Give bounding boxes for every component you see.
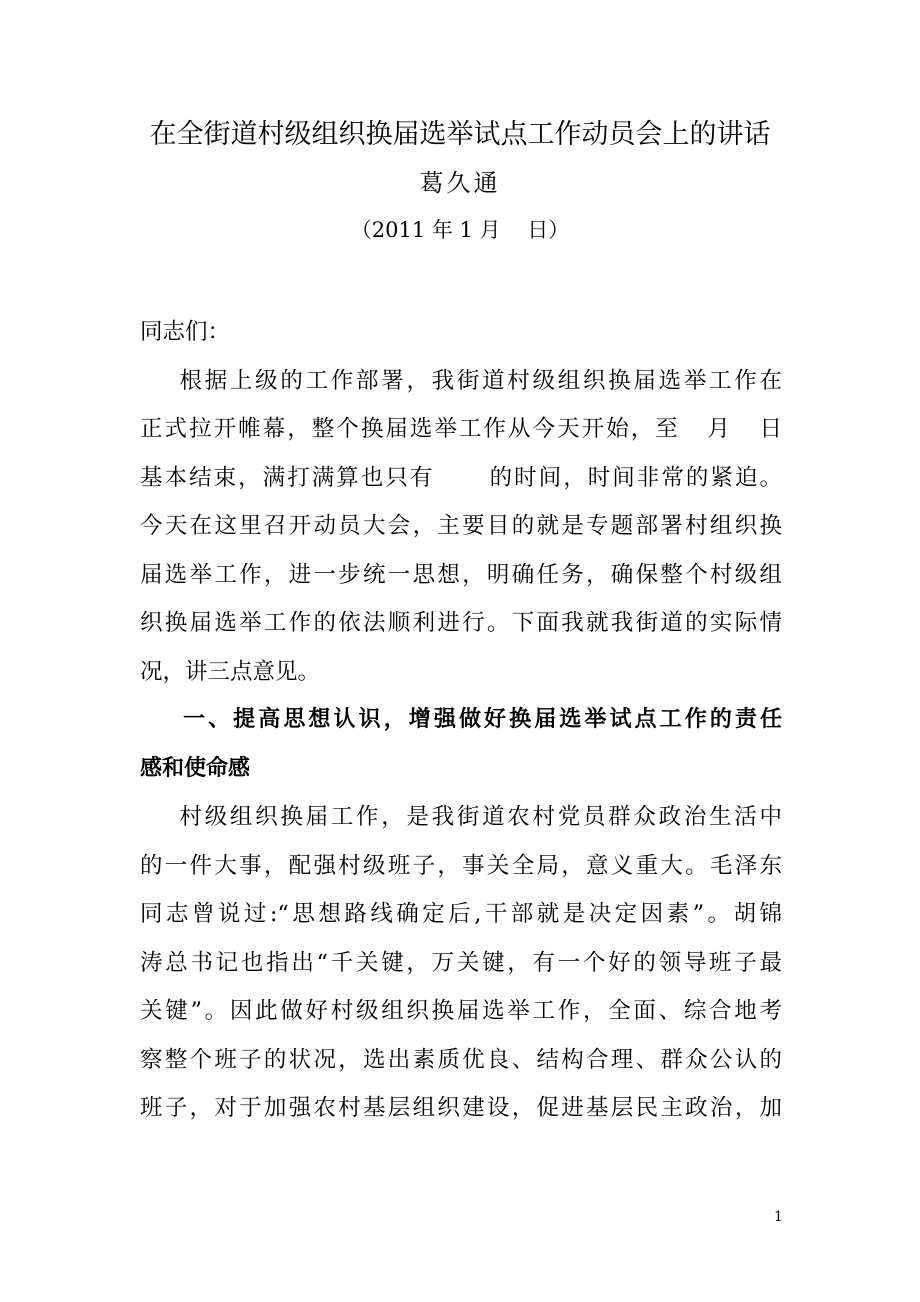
paragraph-line: 正式拉开帷幕，整个换届选举工作从今天开始，至 月 日 [140, 416, 782, 442]
paragraph-line: 关键”。因此做好村级组织换届选举工作，全面、综合地考 [140, 998, 782, 1024]
paragraph-line: 察整个班子的状况，选出素质优良、结构合理、群众公认的 [140, 1046, 782, 1073]
speech-date: （2011 年 1 月 日） [350, 218, 570, 242]
paragraph-line: 根据上级的工作部署，我街道村级组织换届选举工作在 [140, 367, 782, 394]
paragraph-line: 今天在这里召开动员大会，主要目的就是专题部署村组织换 [140, 513, 782, 539]
paragraph-line: 的一件大事，配强村级班子，事关全局，意义重大。毛泽东 [140, 852, 782, 879]
page-number: 1 [774, 1209, 783, 1225]
author-name: 葛久通 [419, 169, 501, 197]
paragraph-line: 同志们： [140, 319, 231, 345]
paragraph-line: 基本结束，满打满算也只有 的时间，时间非常的紧迫。 [140, 464, 782, 491]
paragraph-line: 况，讲三点意见。 [140, 658, 321, 685]
paragraph-line: 届选举工作，进一步统一思想，明确任务，确保整个村级组 [140, 561, 782, 588]
document-title: 在全街道村级组织换届选举试点工作动员会上的讲话 [149, 119, 771, 150]
paragraph-line: 同志曾说过:“思想路线确定后,干部就是决定因素”。胡锦 [140, 901, 782, 927]
section-heading-line: 一、提高思想认识，增强做好换届选举试点工作的责任 [140, 707, 782, 732]
paragraph-line: 织换届选举工作的依法顺利进行。下面我就我街道的实际情 [140, 610, 782, 636]
speech-body [140, 308, 782, 1133]
paragraph-line: 班子，对于加强农村基层组织建设，促进基层民主政治，加 [140, 1095, 782, 1121]
section-heading-line: 感和使命感 [140, 755, 251, 781]
paragraph-line: 村级组织换届工作，是我街道农村党员群众政治生活中 [140, 804, 782, 830]
paragraph-line: 涛总书记也指出“千关键，万关键，有一个好的领导班子最 [140, 949, 782, 976]
